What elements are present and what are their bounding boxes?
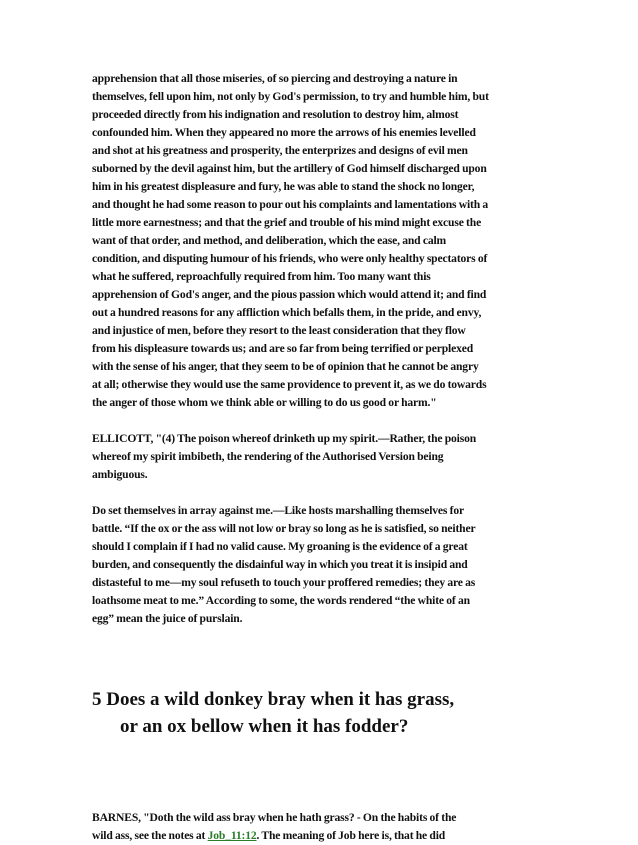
verse-line-2: or an ox bellow when it has fodder? bbox=[120, 716, 409, 737]
verse-heading bbox=[92, 686, 547, 740]
text-line: the anger of those whom we think able or willing to do us good or harm." bbox=[92, 396, 437, 409]
text-line: apprehension that all those miseries, of so piercing and destroying a nature in bbox=[92, 72, 458, 85]
text-line: themselves, fell upon him, not only by God's permission, to try and humble him, but bbox=[92, 90, 489, 103]
document-page bbox=[92, 70, 547, 845]
commentary-paragraph-ellicott bbox=[92, 430, 547, 484]
text-line: whereof my spirit imbibeth, the rendering of the Authorised Version being bbox=[92, 450, 444, 463]
barnes-5-line-2 bbox=[92, 827, 547, 845]
commentary-paragraph-ellicott-array bbox=[92, 502, 547, 628]
text-line: apprehension of God's anger, and the pious passion which would attend it; and find bbox=[92, 288, 487, 301]
text-line: and injustice of men, before they resort to the least consideration that they flow bbox=[92, 324, 466, 337]
text-line: loathsome meat to me.” According to some, the words rendered “the white of an bbox=[92, 594, 470, 607]
text-line: little more earnestness; and that the grief and trouble of his mind might excuse the bbox=[92, 216, 482, 229]
text-line: ELLICOTT, "(4) The poison whereof drinketh up my spirit.—Rather, the poison bbox=[92, 432, 477, 445]
text-line: from his displeasure towards us; and are so far from being terrified or perplexed bbox=[92, 342, 474, 355]
barnes-5-line-2-before: wild ass, see the notes at bbox=[92, 829, 208, 842]
text-line: out a hundred reasons for any affliction which befalls them, in the pride, and envy, bbox=[92, 306, 482, 319]
text-line: with the sense of his anger, that they seem to be of opinion that he cannot be angry bbox=[92, 360, 479, 373]
text-line: ambiguous. bbox=[92, 468, 148, 481]
verse-line-1: 5 Does a wild donkey bray when it has grass, bbox=[92, 689, 455, 710]
text-line: egg” mean the juice of purslain. bbox=[92, 612, 243, 625]
text-line: proceeded directly from his indignation and resolution to destroy him, almost bbox=[92, 108, 459, 121]
text-line: battle. “If the ox or the ass will not low or bray so long as he is satisfied, so neither bbox=[92, 522, 476, 535]
text-line: what he suffered, reproachfully required from him. Too many want this bbox=[92, 270, 431, 283]
text-line: confounded him. When they appeared no more the arrows of his enemies levelled bbox=[92, 126, 476, 139]
text-line: suborned by the devil against him, but the artillery of God himself discharged upon bbox=[92, 162, 487, 175]
commentary-paragraph-barnes-verse-5 bbox=[92, 809, 547, 845]
commentary-paragraph-barnes-continuation bbox=[92, 70, 547, 412]
text-line: should I complain if I had no valid cause. My groaning is the evidence of a great bbox=[92, 540, 468, 553]
scripture-link-job-11-12[interactable]: Job_11:12 bbox=[207, 829, 257, 842]
text-line: and shot at his greatness and prosperity, the enterprizes and designs of evil men bbox=[92, 144, 468, 157]
barnes-5-line-2-after: . The meaning of Job here is, that he did bbox=[256, 829, 446, 842]
barnes-5-line-1: BARNES, "Doth the wild ass bray when he hath grass? - On the habits of the bbox=[92, 811, 457, 824]
text-line: distasteful to me—my soul refuseth to touch your proffered remedies; they are as bbox=[92, 576, 476, 589]
text-line: and thought he had some reason to pour out his complaints and lamentations with a bbox=[92, 198, 489, 211]
text-line: at all; otherwise they would use the same providence to prevent it, as we do towards bbox=[92, 378, 487, 391]
text-line: condition, and disputing humour of his friends, who were only healthy spectators of bbox=[92, 252, 488, 265]
text-line: want of that order, and method, and deliberation, which the ease, and calm bbox=[92, 234, 447, 247]
text-line: burden, and consequently the disdainful way in which you treat it is insipid and bbox=[92, 558, 468, 571]
text-line: Do set themselves in array against me.—Like hosts marshalling themselves for bbox=[92, 504, 464, 517]
text-line: him in his greatest displeasure and fury, he was able to stand the shock no longer, bbox=[92, 180, 475, 193]
